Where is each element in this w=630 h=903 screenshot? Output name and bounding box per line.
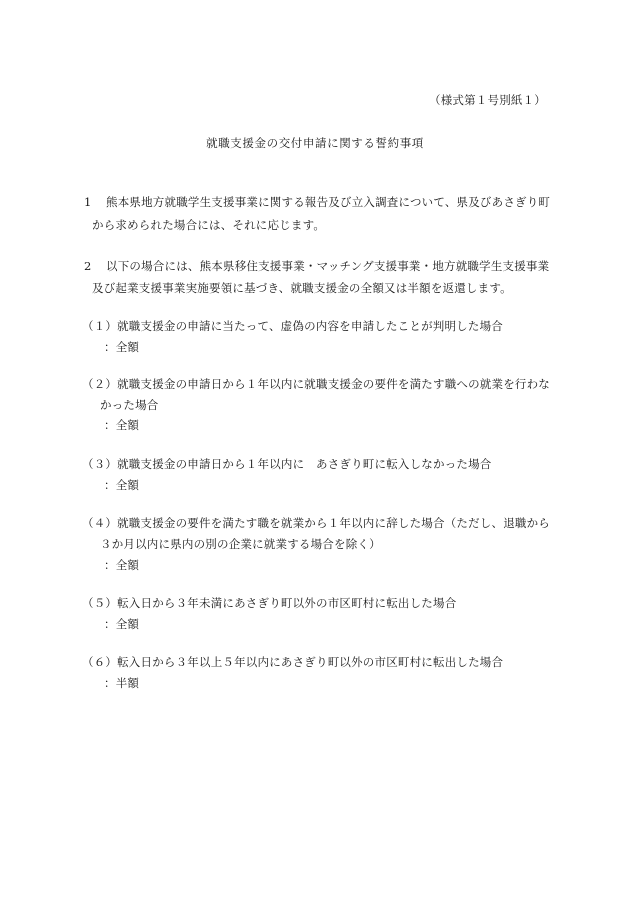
form-id: （様式第１号別紙１）	[429, 93, 546, 107]
condition-2-text-1: 就職支援金の申請日から１年以内に就職支援金の要件を満たす職への就業を行わな	[117, 377, 551, 391]
condition-1-amount: ：全額	[104, 340, 140, 354]
condition-3-line-1	[82, 459, 492, 471]
condition-5-text-1: 転入日から３年未満にあさぎり町以外の市区町村に転出した場合	[117, 596, 457, 610]
condition-5-label: （５）	[82, 596, 118, 610]
item-2-number: 2	[84, 259, 92, 273]
condition-4-line-1	[82, 518, 550, 530]
condition-4-amount: ：全額	[104, 558, 140, 572]
item-1-text-2: から求められた場合には、それに応じます。	[92, 218, 326, 232]
item-1-number: 1	[84, 195, 92, 209]
item-1-text-1: 熊本県地方就職学生支援事業に関する報告及び立入調査について、県及びあさぎり町	[106, 195, 551, 209]
condition-5-amount: ：全額	[104, 617, 140, 631]
condition-1-label: （１）	[82, 319, 118, 333]
condition-6-label: （６）	[82, 655, 118, 669]
item-2-text-2: 及び起業支援事業実施要領に基づき、就職支援金の全額又は半額を返還します。	[92, 281, 512, 295]
condition-2-amount: ：全額	[104, 418, 140, 432]
condition-4-text-2: ３か月以内に県内の別の企業に就業する場合を除く）	[100, 537, 381, 551]
condition-4-text-1: 就職支援金の要件を満たす職を就業から１年以内に辞した場合（ただし、退職から	[117, 516, 551, 530]
condition-3-label: （３）	[82, 457, 118, 471]
condition-2-line-1	[82, 379, 550, 391]
condition-2-label: （２）	[82, 377, 118, 391]
item-1-line-1	[84, 197, 550, 209]
item-2-line-1	[84, 261, 549, 273]
condition-6-text-1: 転入日から３年以上５年以内にあさぎり町以外の市区町村に転出した場合	[117, 655, 504, 669]
condition-1-line-1	[82, 321, 503, 333]
condition-1-text-1: 就職支援金の申請に当たって、虚偽の内容を申請したことが判明した場合	[117, 319, 503, 333]
condition-5-line-1	[82, 598, 456, 610]
condition-4-label: （４）	[82, 516, 118, 530]
condition-6-line-1	[82, 657, 503, 669]
condition-3-text-1: 就職支援金の申請日から１年以内に あさぎり町に転入しなかった場合	[117, 457, 492, 471]
item-2-text-1: 以下の場合には、熊本県移住支援事業・マッチング支援事業・地方就職学生支援事業	[106, 259, 550, 273]
page-title: 就職支援金の交付申請に関する誓約事項	[206, 136, 424, 150]
condition-2-text-2: かった場合	[100, 398, 159, 412]
condition-3-amount: ：全額	[104, 478, 140, 492]
condition-6-amount: ：半額	[104, 676, 140, 690]
